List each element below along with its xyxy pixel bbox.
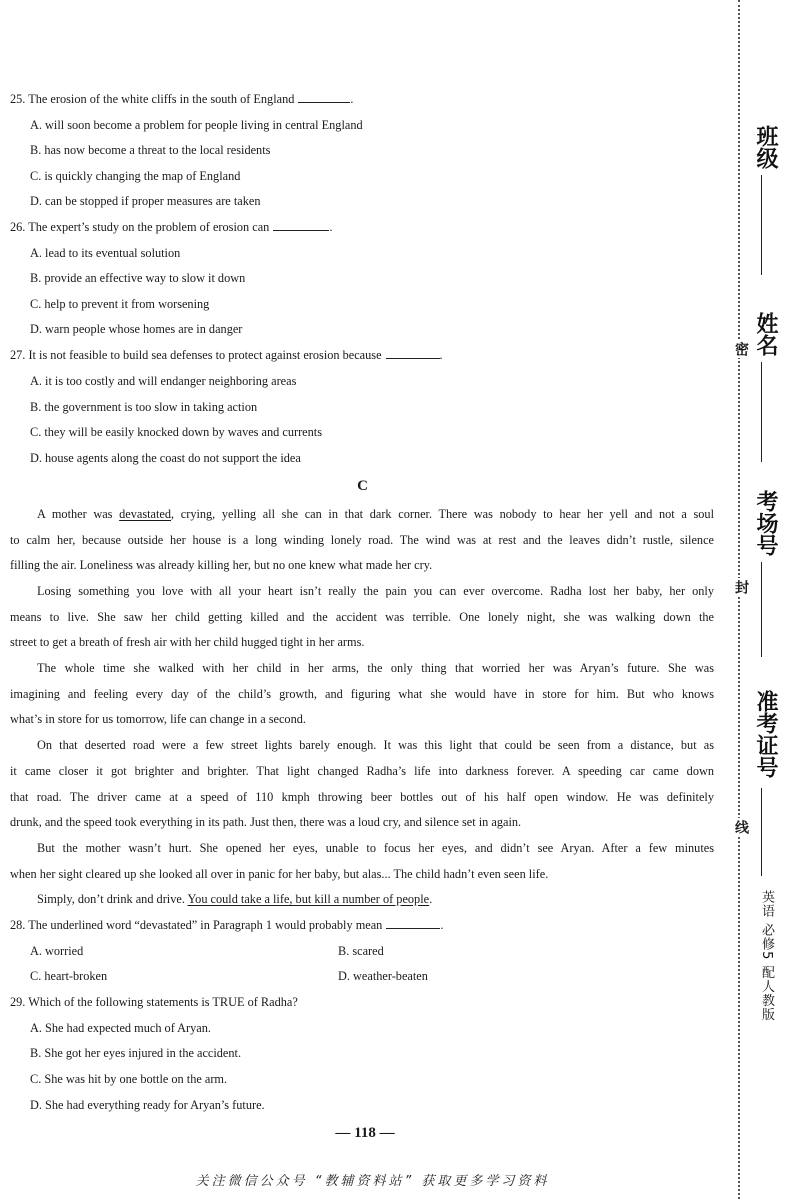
question-27-option-c: C. they will be easily knocked down by waves and currents — [30, 425, 322, 439]
question-29-option-d: D. She had everything ready for Aryan’s future. — [30, 1098, 265, 1112]
question-25-option-d: D. can be stopped if proper measures are taken — [30, 194, 261, 208]
question-28-option-a: A. worried — [30, 944, 84, 958]
paragraph-1-line-2: to calm her, because outside her house is a long winding lonely road. The wind was at rest and the leaves didn’t rustle, silence — [10, 533, 714, 547]
subject-label: 英语 必修5 配人教版 — [759, 890, 774, 1022]
answer-blank — [298, 91, 350, 103]
underlined-sentence: You could take a life, but kill a number of people — [187, 892, 430, 906]
question-27-option-a: A. it is too costly and will endanger neighboring areas — [30, 374, 297, 388]
footer-note: 关注微信公众号 “教辅资料站” 获取更多学习资料 — [195, 1174, 550, 1189]
paragraph-3-line-2: imagining and feeling every day of the child’s growth, and figuring what she would have in store for him. But who knows — [10, 687, 714, 701]
question-29-option-b: B. She got her eyes injured in the accident. — [30, 1046, 242, 1060]
question-26-option-c: C. help to prevent it from worsening — [30, 297, 210, 311]
ticket-number-label: 准考证号 — [753, 690, 778, 778]
question-27-stem: 27. It is not feasible to build sea defenses to protect against erosion because — [10, 348, 382, 362]
question-29-option-a: A. She had expected much of Aryan. — [30, 1021, 211, 1035]
name-label: 姓名 — [753, 312, 778, 356]
question-25-option-b: B. has now become a threat to the local residents — [30, 143, 271, 157]
class-fill-line — [761, 175, 762, 275]
question-27: 27. It is not feasible to build sea defenses to protect against erosion because . — [10, 348, 443, 362]
passage-heading: C — [357, 478, 368, 494]
question-27-option-b: B. the government is too slow in taking action — [30, 400, 258, 414]
question-28-option-c: C. heart-broken — [30, 969, 108, 983]
paragraph-4-line-2: it came closer it got brighter and brighter. That light changed Radha’s life into darkness forever. A speeding car came down — [10, 764, 714, 778]
paragraph-6: Simply, don’t drink and drive. You could take a life, but kill a number of people. — [37, 892, 433, 906]
answer-blank — [386, 917, 440, 929]
paragraph-4-line-3: that road. The driver came at a speed of 110 kmph throwing beer bottles out of his half open window. He was definitely — [10, 790, 714, 804]
ticket-number-fill-line — [761, 788, 762, 876]
question-28-option-b: B. scared — [338, 944, 384, 958]
answer-blank — [386, 347, 440, 359]
paragraph-1-line-1: A mother was devastated, crying, yelling all she can in that dark corner. There was nobody to hear her yell and not a soul — [37, 507, 714, 521]
question-26-option-b: B. provide an effective way to slow it down — [30, 271, 246, 285]
question-28: 28. The underlined word “devastated” in Paragraph 1 would probably mean . — [10, 918, 444, 932]
question-25-option-a: A. will soon become a problem for people living in central England — [30, 118, 363, 132]
question-25-option-c: C. is quickly changing the map of England — [30, 169, 241, 183]
question-27-option-d: D. house agents along the coast do not support the idea — [30, 451, 301, 465]
answer-blank — [273, 219, 329, 231]
question-26-option-a: A. lead to its eventual solution — [30, 246, 181, 260]
paragraph-2-line-2: means to live. She saw her child getting killed and the accident was terrible. One lonely night, she was walking down the — [10, 610, 714, 624]
question-25-stem: 25. The erosion of the white cliffs in the south of England — [10, 92, 295, 106]
question-29-stem: 29. Which of the following statements is TRUE of Radha? — [10, 995, 298, 1009]
question-26-stem: 26. The expert’s study on the problem of erosion can — [10, 220, 270, 234]
paragraph-5-line-1: But the mother wasn’t hurt. She opened her eyes, unable to focus her eyes, and didn’t see Aryan. After a few minutes — [37, 841, 714, 855]
paragraph-3-line-1: The whole time she walked with her child in her arms, the only thing that worried her was Aryan’s future. She was — [37, 661, 714, 675]
seal-mark-mi: 密 — [733, 342, 749, 356]
seal-mark-xian: 线 — [733, 820, 749, 834]
question-28-option-d: D. weather-beaten — [338, 969, 428, 983]
paragraph-1-line-3: filling the air. Loneliness was already killing her, but no one knew what made her cry. — [10, 558, 433, 572]
exam-room-label: 考场号 — [753, 490, 778, 556]
paragraph-2-line-3: street to get a breath of fresh air with her child hugged tight in her arms. — [10, 635, 365, 649]
seal-mark-feng: 封 — [733, 580, 749, 594]
paragraph-4-line-1: On that deserted road were a few street lights barely enough. It was this light that could be seen from a distance, but as — [37, 738, 714, 752]
underlined-word: devastated — [119, 507, 172, 521]
page-number: — 118 — — [335, 1125, 395, 1141]
question-29-option-c: C. She was hit by one bottle on the arm. — [30, 1072, 228, 1086]
paragraph-3-line-3: what’s in store for us tomorrow, life can change in a second. — [10, 712, 306, 726]
question-25: 25. The erosion of the white cliffs in the south of England . — [10, 92, 354, 106]
exam-room-fill-line — [761, 562, 762, 657]
paragraph-5-line-2: when her sight cleared up she looked all over in panic for her baby, but alas... The child hadn’t even seen life. — [10, 867, 549, 881]
class-label: 班级 — [753, 125, 778, 169]
dotted-cut-line — [738, 0, 740, 1199]
name-fill-line — [761, 362, 762, 462]
question-28-stem: 28. The underlined word “devastated” in Paragraph 1 would probably mean — [10, 918, 383, 932]
question-26-option-d: D. warn people whose homes are in danger — [30, 322, 243, 336]
question-26: 26. The expert’s study on the problem of erosion can . — [10, 220, 333, 234]
paragraph-4-line-4: drunk, and the speed took everything in its path. Just then, there was a loud cry, and silence set in again. — [10, 815, 522, 829]
paragraph-2-line-1: Losing something you love with all your heart isn’t really the pain you can ever overcome. Radha lost her baby, her only — [37, 584, 714, 598]
